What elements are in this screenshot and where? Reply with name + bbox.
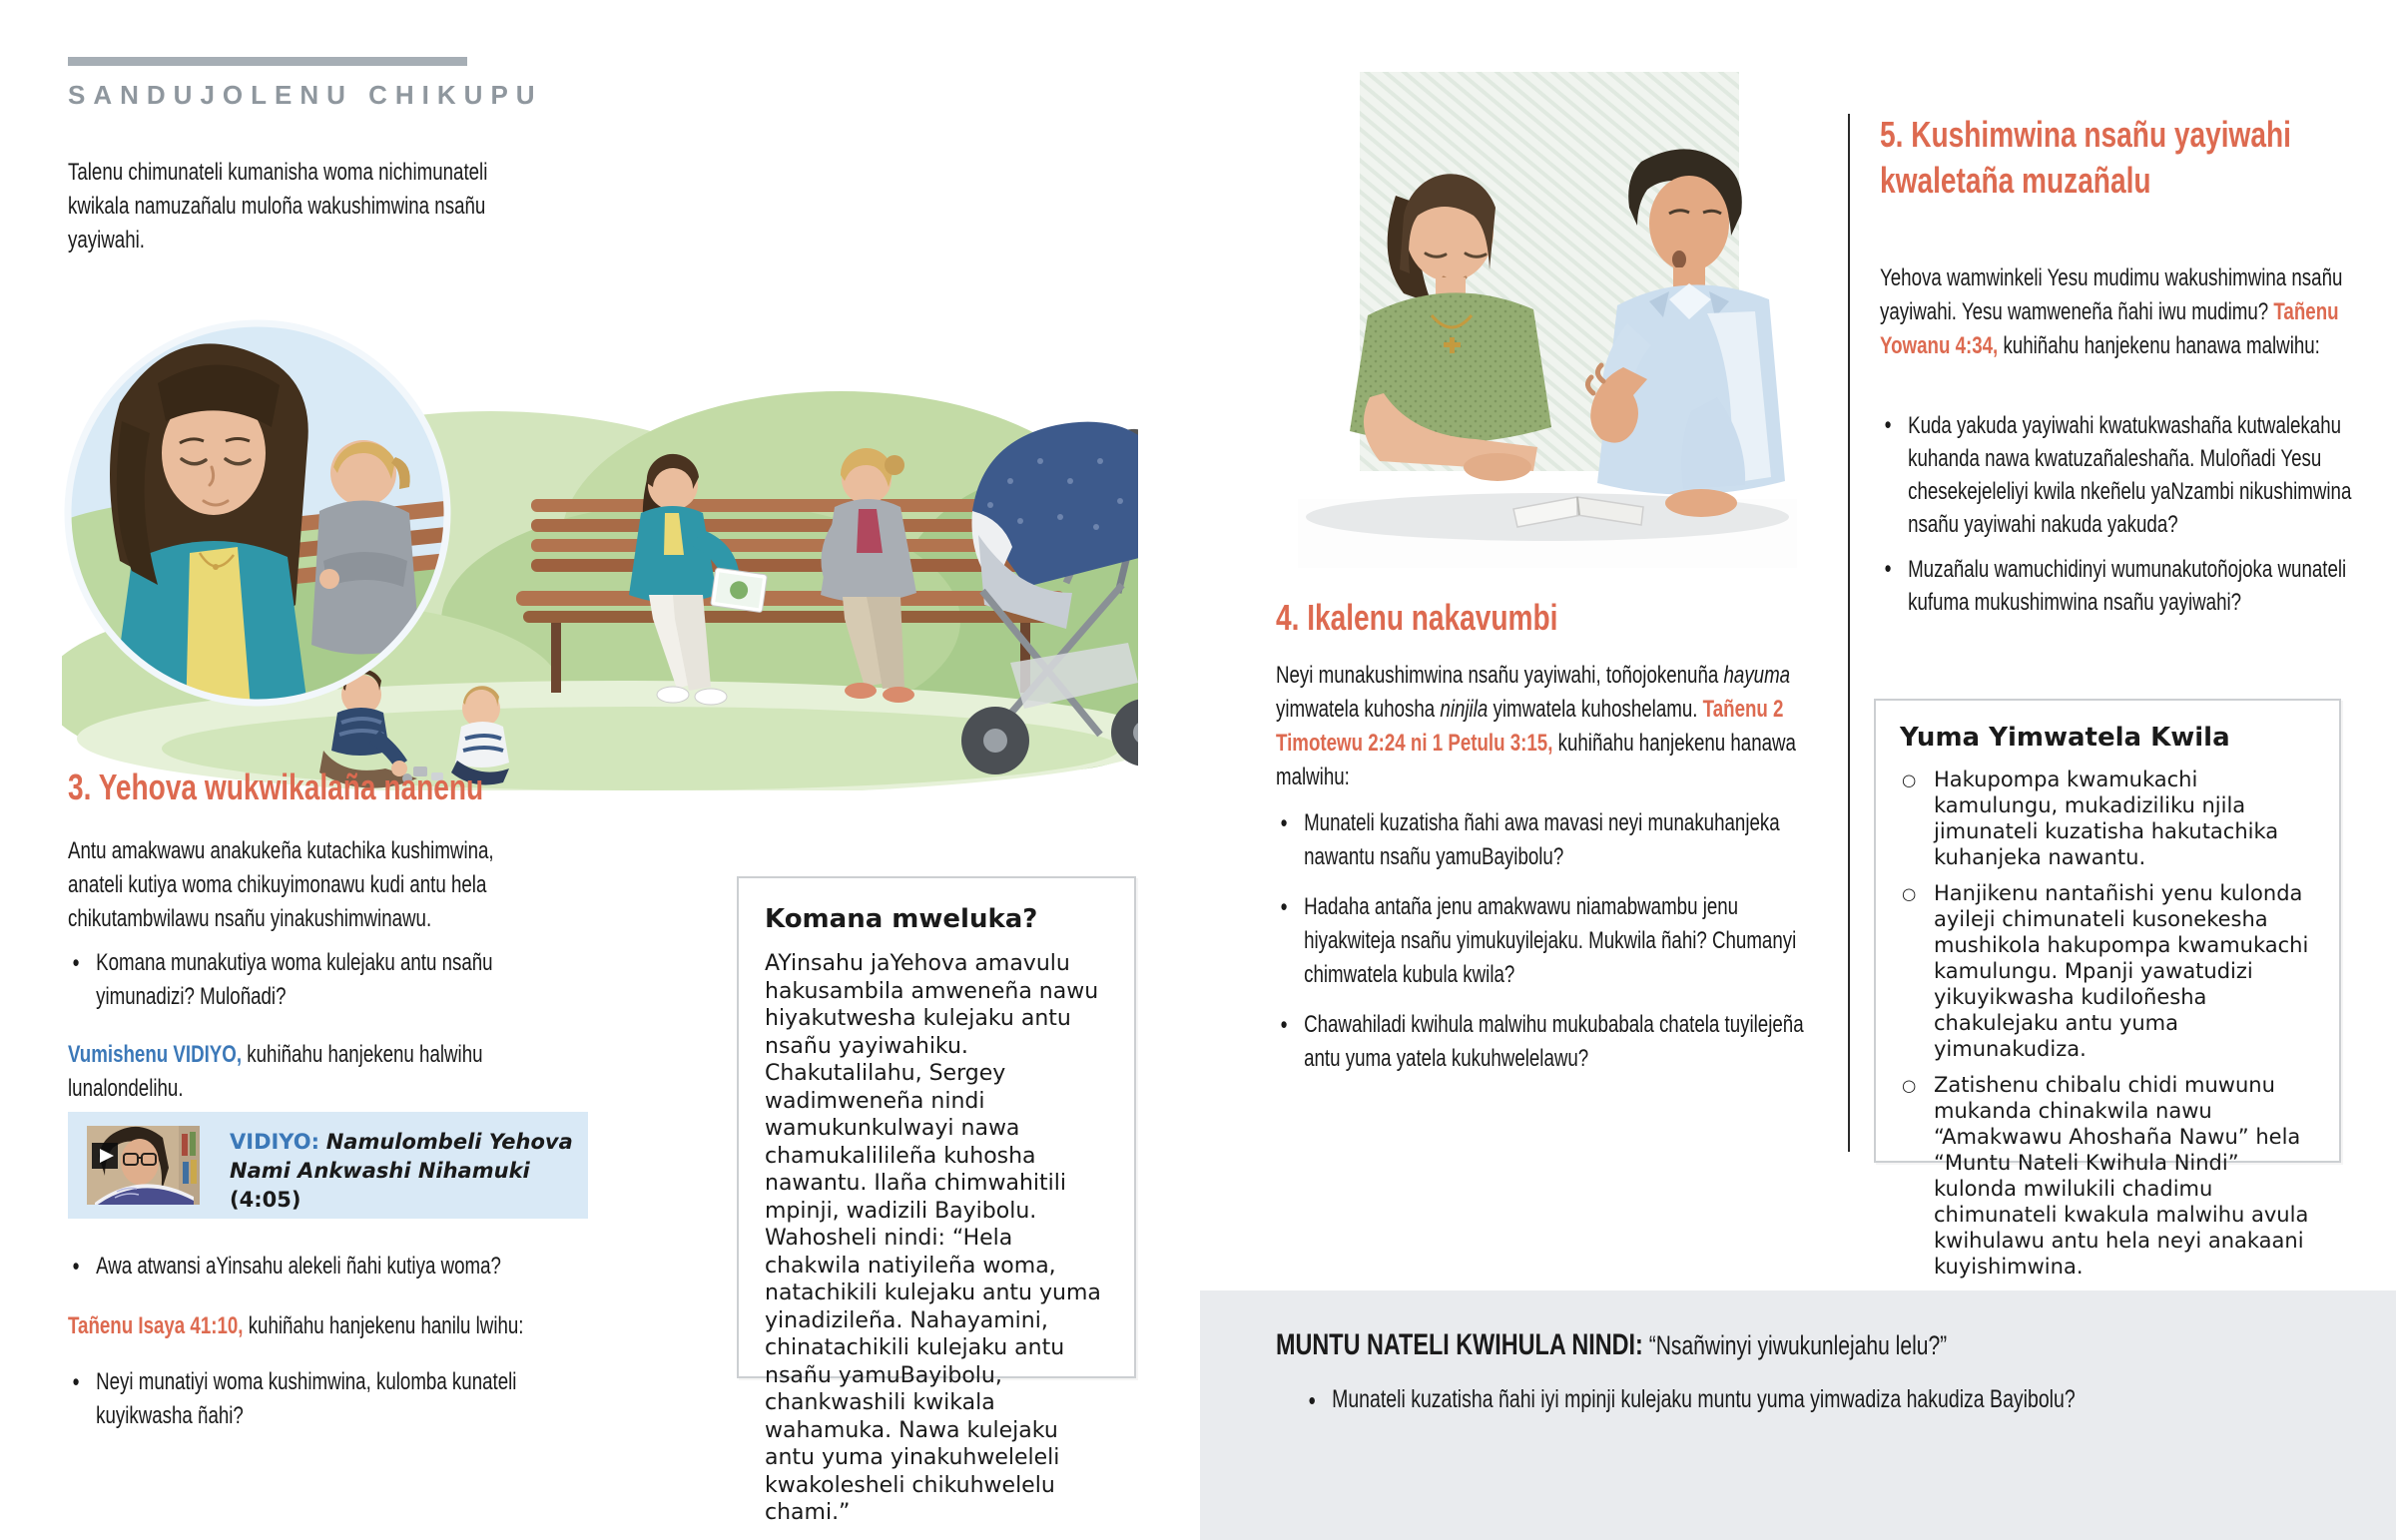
question-bullet: • Awa atwansi aYinsahu alekeli ñahi kutiya woma? xyxy=(68,1250,535,1283)
video-caption-title: Namulombeli Yehova Nami Ankwashi Nihamuki xyxy=(230,1130,573,1183)
section-5-heading: 5. Kushimwina nsañu yayiwahi kwaletaña muzañalu xyxy=(1880,114,2291,201)
section-4-heading: 4. Ikalenu nakavumbi xyxy=(1276,597,1558,638)
section-4-italic: hayuma xyxy=(1723,662,1791,689)
footer-quote: “Nsañwinyi yiwukunlejahu lelu?” xyxy=(1642,1330,1948,1360)
question-bullet: • Kuda yakuda yayiwahi kwatukwashaña kutwalekahu kuhanda nawa kwatuzañaleshaña. Muloñadi Yesu chesekejeleliyi kwila nkeñelu yaNzambi nikushimwina nsañu yayiwahi nakuda yakuda? xyxy=(1880,409,2353,541)
section-3-paragraph: Antu amakwawu anakukeña kutachika kushimwina, anateli kutiya woma chikuyimonawu kudi antu hela chikutambwilawu nsañu yinakushimwinawu. xyxy=(68,837,494,932)
experience-box xyxy=(737,876,1136,1525)
footer-title: MUNTU NATELI KWIHULA NINDI: xyxy=(1276,1328,1643,1361)
kicker-rule xyxy=(68,57,467,66)
todo-box xyxy=(1874,699,2341,1279)
section-3-questions xyxy=(68,946,535,1030)
video-lead-rest: kuhiñahu hanjekenu halwihu lunalondelihu. xyxy=(68,1041,483,1102)
video-box[interactable] xyxy=(68,1112,588,1219)
scripture-link-yowanu[interactable]: Tañenu Yowanu 4:34, xyxy=(1880,298,2339,359)
conversation-illustration xyxy=(1298,64,1797,568)
todo-item: ○ Hanjikenu nantañishi yenu kulonda ayileji chimunateli kusonekesha mushikola hakupompa kwamukachi kamulungu. Mpanji yawatudizi yikuyikwasha kudiloñesha chakulejaku antu yuma yimunakudiza. xyxy=(1900,880,2315,1062)
question-bullet: • Chawahiladi kwihula malwihu mukubabala chatela tuyilejeña antu yuma yatela kukuhwelelawu? xyxy=(1276,1008,1829,1076)
scripture-lead-rest: kuhiñahu hanjekenu hanilu lwihu: xyxy=(243,1312,524,1339)
todo-box-title: Yuma Yimwatela Kwila xyxy=(1900,723,2230,753)
section-3-heading: 3. Yehova wukwikalaña nanenu xyxy=(68,767,484,807)
column-divider xyxy=(1848,114,1850,1152)
todo-item: ○ Zatishenu chibalu chidi muwunu mukanda chinakwila nawu “Amakwawu Ahoshaña Nawu” hela “Muntu Nateli Kwihula Nindi” kulonda mwilukili chadimu chimunateli kwakula malwihu avula kwihulawu antu hela neyi anakaani kuyishimwina. xyxy=(1900,1072,2315,1280)
play-icon[interactable] xyxy=(92,1143,118,1169)
question-bullet: • Munateli kuzatisha ñahi iyi mpinji kulejaku muntu yuma yimwadiza hakudiza Bayibolu? xyxy=(1304,1385,2332,1414)
question-bullet: • Neyi munatiyi woma kushimwina, kulomba kunateli kuyikwasha ñahi? xyxy=(68,1365,535,1433)
section-3-questions-2 xyxy=(68,1250,535,1299)
experience-box-title: Komana mweluka? xyxy=(765,904,1038,934)
question-bullet: • Hadaha antaña jenu amakwawu niamabwambu jenu hiyakwiteja nsañu yimukuyilejaku. Mukwila ñahi? Chumanyi chimwatela kubula kwila? xyxy=(1276,890,1829,992)
question-bullet: • Muzañalu wamuchidinyi wumunakutoñojoka wunateli kufuma mukushimwina nsañu yayiwahi? xyxy=(1880,553,2353,619)
section-5-text: Yehova wamwinkeli Yesu mudimu wakushimwina nsañu yayiwahi. Yesu wamweneña ñahi iwu mudimu? xyxy=(1880,264,2343,325)
footer-title-line xyxy=(1276,1328,2311,1362)
section-4-text: kuhiñahu hanjekenu hanawa malwihu: xyxy=(1276,730,1796,790)
section-4-text: yimwatela kuhoshelamu. xyxy=(1488,696,1703,723)
scripture-lead xyxy=(68,1309,535,1343)
section-4-italic: ninjila xyxy=(1440,696,1489,723)
video-caption-label: VIDIYO: xyxy=(230,1130,320,1154)
question-bullet: • Munateli kuzatisha ñahi awa mavasi neyi munakuhanjeka nawantu nsañu yamuBayibolu? xyxy=(1276,806,1829,874)
scripture-link-timotewu[interactable]: Tañenu 2 Timotewu 2:24 ni 1 Petulu 3:15, xyxy=(1276,696,1784,757)
experience-box-body: AYinsahu jaYehova amavulu hakusambila amweneña nawu hiyakutwesha kulejaku antu nsañu yayiwahiku. Chakutalilahu, Sergey wadimweneña nindi wamukunkulwayi nawa chamukalilileña kuhosha nawantu. Ilaña chimwahitili mpinji, wadizili Bayibolu. Wahosheli nindi: “Hela chakwila natiyileña woma, natachikili kulejaku antu yuma yinadizileña. Nahayamini, chinatachikili kulejaku antu nsañu yamuBayibolu, chankwashili kwikala wahamuka. Nawa kulejaku antu yuma yinakuhweleleli kwakolesheli chikuhwelelu chami.” xyxy=(765,951,1101,1525)
section-4-paragraph xyxy=(1276,659,1837,794)
section-4-text: Neyi munakushimwina nsañu yayiwahi, toñojokenuña xyxy=(1276,662,1724,689)
section-4-text: yimwatela kuhosha xyxy=(1276,696,1441,723)
section-5-questions xyxy=(1880,409,2353,631)
todo-list xyxy=(1900,767,2315,1280)
video-link[interactable]: Vumishenu VIDIYO, xyxy=(68,1041,243,1068)
section-5-text: kuhiñahu hanjekenu hanawa malwihu: xyxy=(1998,332,2320,359)
section-3-questions-3 xyxy=(68,1365,535,1449)
todo-item: ○ Hakupompa kwamukachi kamulungu, mukadiziliku njila jimunateli kuzatisha hakutachika kuhanjeka nawantu. xyxy=(1900,767,2315,870)
video-lead xyxy=(68,1038,535,1106)
kicker: SANDUJOLENU CHIKUPU xyxy=(68,80,543,110)
question-bullet: • Komana munakutiya woma kulejaku antu nsañu yimunadizi? Muloñadi? xyxy=(68,946,535,1014)
video-duration: (4:05) xyxy=(230,1188,301,1212)
video-caption[interactable] xyxy=(230,1126,574,1212)
video-thumbnail[interactable] xyxy=(87,1126,200,1205)
section-4-questions xyxy=(1276,806,1829,1092)
section-5-paragraph xyxy=(1880,261,2353,363)
intro-paragraph: Talenu chimunateli kumanisha woma nichimunateli kwikala namuzañalu muloña wakushimwina nsañu yayiwahi. xyxy=(68,159,488,254)
park-illustration xyxy=(62,261,1138,790)
scripture-link-isaya[interactable]: Tañenu Isaya 41:10, xyxy=(68,1312,244,1339)
footer-questions xyxy=(1304,1385,2332,1430)
